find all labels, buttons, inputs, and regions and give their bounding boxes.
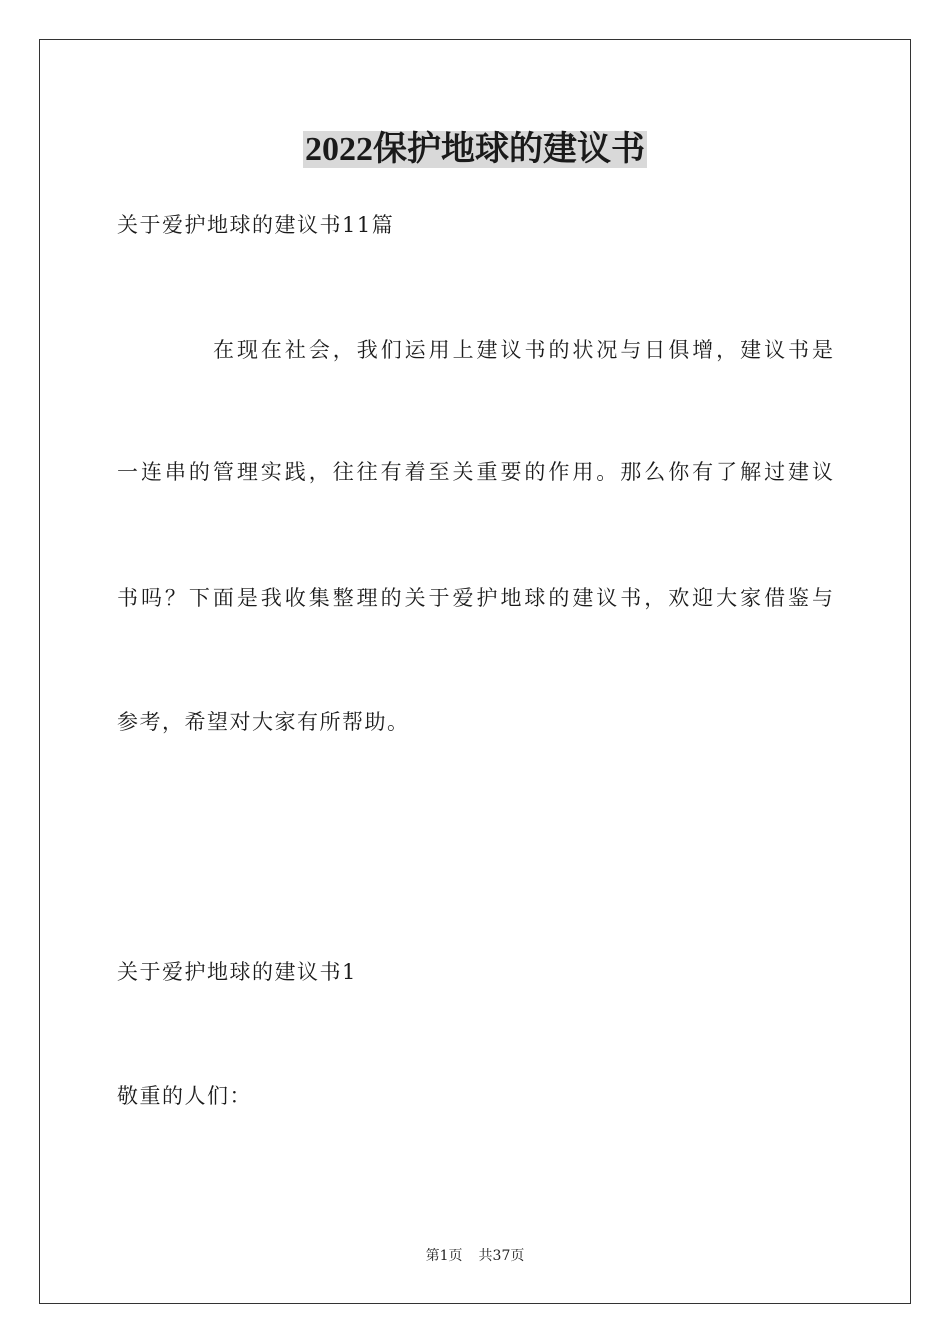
document-title-text: 2022保护地球的建议书 bbox=[305, 131, 645, 168]
salutation: 敬重的人们： bbox=[117, 1084, 252, 1108]
intro-line-2: 一连串的管理实践，往往有着至关重要的作用。那么你有了解过建议 bbox=[117, 460, 833, 484]
page-footer bbox=[0, 1246, 950, 1266]
page-number: 第1页 bbox=[425, 1248, 463, 1264]
document-title bbox=[0, 126, 950, 173]
subtitle: 关于爱护地球的建议书11篇 bbox=[117, 213, 395, 237]
intro-line-4: 参考，希望对大家有所帮助。 bbox=[117, 710, 410, 734]
section-heading: 关于爱护地球的建议书1 bbox=[117, 960, 357, 984]
intro-line-3: 书吗？下面是我收集整理的关于爱护地球的建议书，欢迎大家借鉴与 bbox=[117, 586, 833, 610]
page-total: 共37页 bbox=[478, 1248, 525, 1264]
intro-line-1: 在现在社会，我们运用上建议书的状况与日俱增，建议书是 bbox=[213, 338, 833, 362]
